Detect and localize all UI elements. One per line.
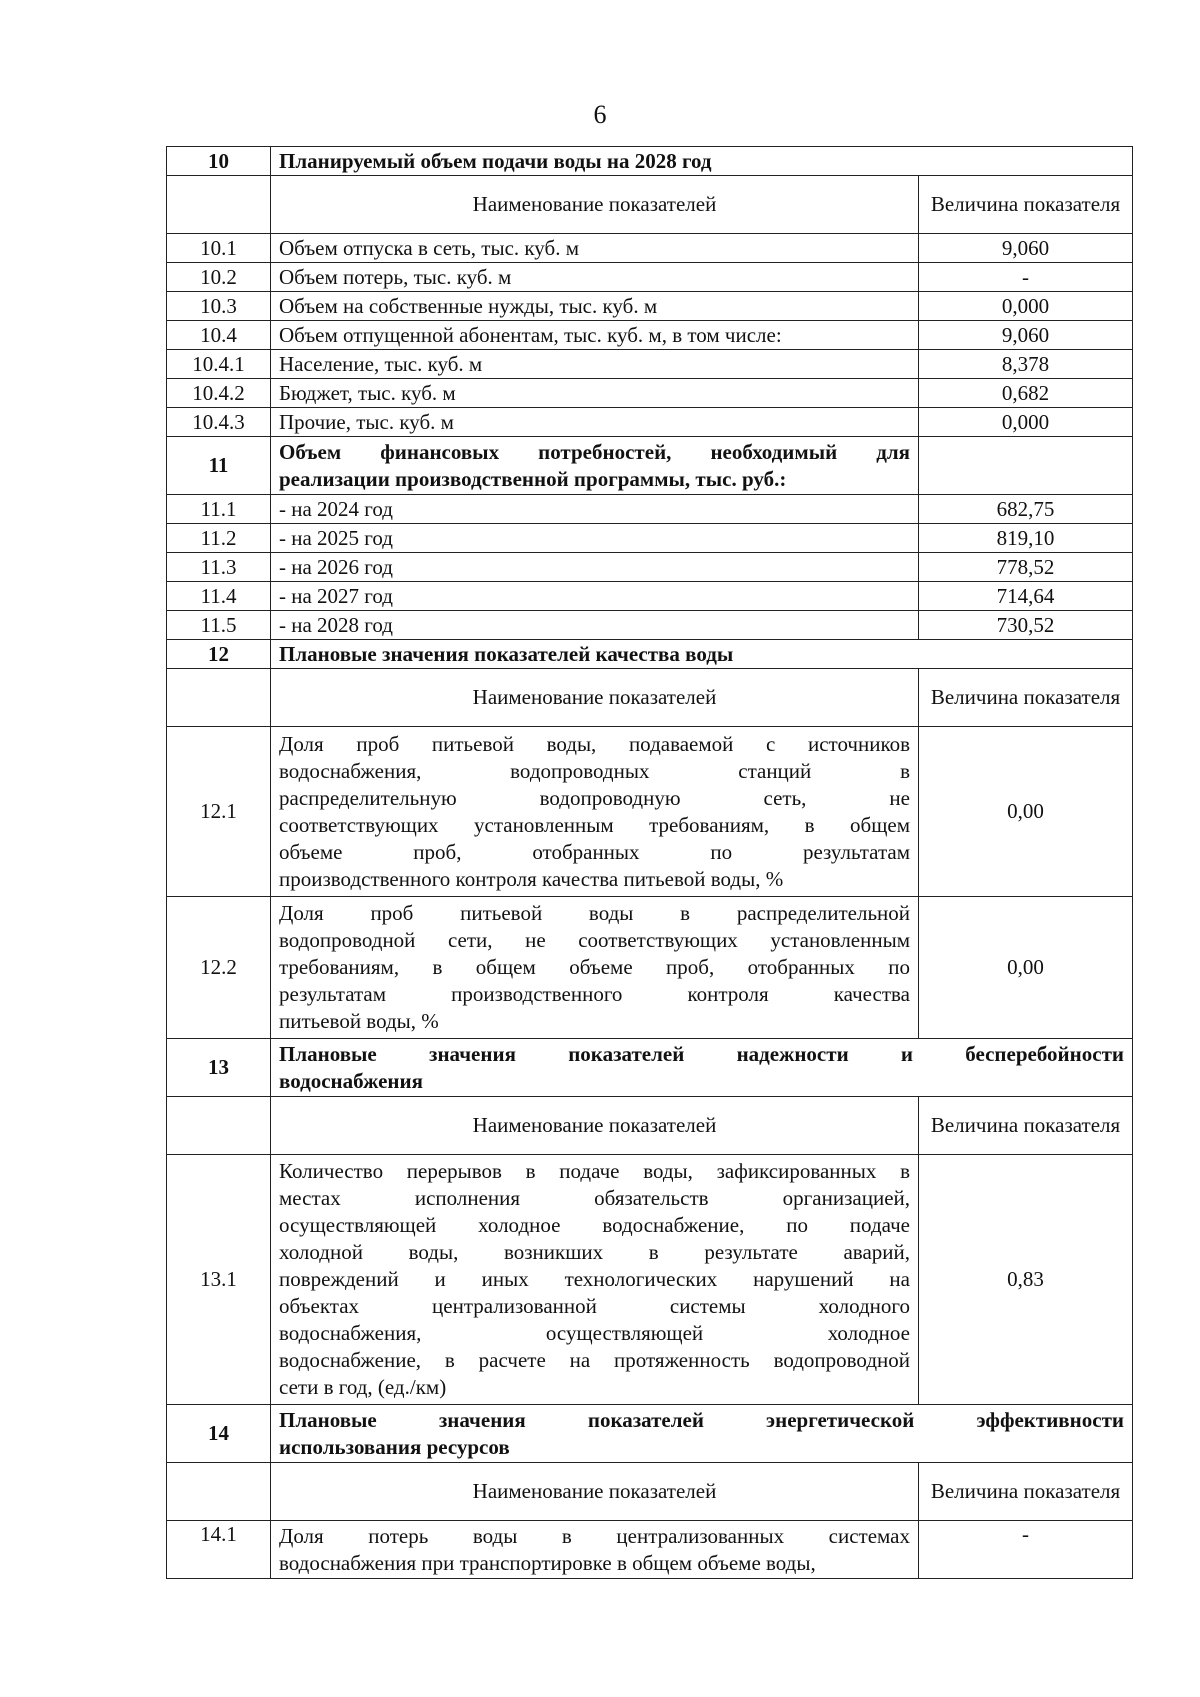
text-line: объектах централизованной системы холодного: [279, 1294, 910, 1318]
table-row: [167, 1521, 1133, 1579]
section-12-title-row: [167, 640, 1133, 669]
text-line: Доля проб питьевой воды в распределительной: [279, 901, 910, 925]
section-13-header-row: [167, 1097, 1133, 1155]
row-number: 13.1: [167, 1155, 271, 1405]
row-number: 10.2: [167, 263, 271, 292]
section-11-title-row: [167, 437, 1133, 495]
column-header-value: Величина показателя: [919, 1463, 1133, 1521]
text-line: Количество перерывов в подаче воды, зафиксированных в: [279, 1159, 910, 1183]
row-number: 12.2: [167, 897, 271, 1039]
section-12-header-row: [167, 669, 1133, 727]
table-row: [167, 321, 1133, 350]
section-14-title-row: [167, 1405, 1133, 1463]
row-name: [271, 727, 919, 897]
section-number: 10: [167, 147, 271, 176]
row-name: - на 2024 год: [271, 495, 919, 524]
row-name: Объем отпуска в сеть, тыс. куб. м: [271, 234, 919, 263]
row-value: 682,75: [919, 495, 1133, 524]
row-value: 0,83: [919, 1155, 1133, 1405]
column-header-name: Наименование показателей: [271, 669, 919, 727]
row-number: 11.3: [167, 553, 271, 582]
text-line: требованиям, в общем объеме проб, отобранных по: [279, 955, 910, 979]
row-number: 14.1: [167, 1521, 271, 1579]
section-number: 12: [167, 640, 271, 669]
section-title: [271, 1405, 1133, 1463]
row-name: Бюджет, тыс. куб. м: [271, 379, 919, 408]
row-number: 11.1: [167, 495, 271, 524]
row-name: [271, 1521, 919, 1579]
section-title: [271, 1039, 1133, 1097]
text-line: холодной воды, возникших в результате аварий,: [279, 1240, 910, 1264]
section-13-title-row: [167, 1039, 1133, 1097]
table-row: [167, 553, 1133, 582]
section-number: 11: [167, 437, 271, 495]
table-row: [167, 727, 1133, 897]
text-line: производственного контроля качества питьевой воды, %: [279, 866, 784, 891]
table-row: [167, 897, 1133, 1039]
row-number: 10.4.3: [167, 408, 271, 437]
text-line: водоснабжения при транспортировке в общем объеме воды,: [279, 1550, 816, 1575]
text-line: распределительную водопроводную сеть, не: [279, 785, 910, 810]
row-number: 11.5: [167, 611, 271, 640]
row-number: 10.4: [167, 321, 271, 350]
indicators-table: [166, 146, 1133, 1579]
section-10-header-row: [167, 176, 1133, 234]
row-value: 778,52: [919, 553, 1133, 582]
table-row: [167, 1155, 1133, 1405]
text-line: местах исполнения обязательств организацией,: [279, 1186, 910, 1210]
column-header-value: Величина показателя: [919, 176, 1133, 234]
section-number: 14: [167, 1405, 271, 1463]
row-number: 10.4.2: [167, 379, 271, 408]
row-value: 0,000: [919, 408, 1133, 437]
row-number: 11.2: [167, 524, 271, 553]
row-name: - на 2027 год: [271, 582, 919, 611]
text-line: результатам производственного контроля качества: [279, 982, 910, 1006]
row-name: Объем на собственные нужды, тыс. куб. м: [271, 292, 919, 321]
text-line: водоснабжения, водопроводных станций в: [279, 758, 910, 783]
row-value: 0,000: [919, 292, 1133, 321]
row-value: 0,00: [919, 897, 1133, 1039]
column-header-value: Величина показателя: [919, 669, 1133, 727]
row-number: 11.4: [167, 582, 271, 611]
text-line: Доля проб питьевой воды, подаваемой с источников: [279, 731, 910, 756]
page-number: 6: [593, 100, 607, 129]
row-value: -: [919, 263, 1133, 292]
table-row: [167, 292, 1133, 321]
section-title: [271, 437, 919, 495]
text-line: повреждений и иных технологических нарушений на: [279, 1267, 910, 1291]
row-value: 8,378: [919, 350, 1133, 379]
section-title-line: использования ресурсов: [279, 1434, 510, 1459]
text-line: осуществляющей холодное водоснабжение, по подаче: [279, 1213, 910, 1237]
row-value: 819,10: [919, 524, 1133, 553]
row-name: - на 2025 год: [271, 524, 919, 553]
section-title-line: водоснабжения: [279, 1068, 423, 1093]
column-header-value: Величина показателя: [919, 1097, 1133, 1155]
row-value: -: [919, 1521, 1133, 1579]
table-row: [167, 379, 1133, 408]
row-number: 10.1: [167, 234, 271, 263]
text-line: водоснабжения, осуществляющей холодное: [279, 1321, 910, 1345]
table-row: [167, 495, 1133, 524]
column-header-name: Наименование показателей: [271, 1097, 919, 1155]
section-title-line: реализации производственной программы, тыс. руб.:: [279, 466, 787, 491]
row-name: - на 2028 год: [271, 611, 919, 640]
table-row: [167, 582, 1133, 611]
row-name: [271, 1155, 919, 1405]
section-title-line: Объем финансовых потребностей, необходимый для: [279, 439, 910, 464]
row-value: 0,682: [919, 379, 1133, 408]
row-name: [271, 897, 919, 1039]
text-line: сети в год, (ед./км): [279, 1375, 447, 1399]
row-name: Объем отпущенной абонентам, тыс. куб. м, в том числе:: [271, 321, 919, 350]
row-value: 9,060: [919, 234, 1133, 263]
text-line: Доля потерь воды в централизованных системах: [279, 1523, 910, 1548]
table-row: [167, 524, 1133, 553]
row-value: 714,64: [919, 582, 1133, 611]
row-value: 0,00: [919, 727, 1133, 897]
section-title-line: Плановые значения показателей надежности и бесперебойности: [279, 1041, 1124, 1066]
table-row: [167, 350, 1133, 379]
section-10-title-row: [167, 147, 1133, 176]
row-name: Объем потерь, тыс. куб. м: [271, 263, 919, 292]
table-row: [167, 234, 1133, 263]
text-line: питьевой воды, %: [279, 1009, 439, 1033]
section-title: Планируемый объем подачи воды на 2028 год: [271, 147, 1133, 176]
row-value: 9,060: [919, 321, 1133, 350]
row-name: - на 2026 год: [271, 553, 919, 582]
text-line: водоснабжение, в расчете на протяженность водопроводной: [279, 1348, 910, 1372]
section-14-header-row: [167, 1463, 1133, 1521]
row-name: Население, тыс. куб. м: [271, 350, 919, 379]
row-number: 10.4.1: [167, 350, 271, 379]
row-value: 730,52: [919, 611, 1133, 640]
column-header-name: Наименование показателей: [271, 176, 919, 234]
text-line: соответствующих установленным требованиям, в общем: [279, 812, 910, 837]
text-line: водопроводной сети, не соответствующих установленным: [279, 928, 910, 952]
table-row: [167, 263, 1133, 292]
row-number: 12.1: [167, 727, 271, 897]
text-line: объеме проб, отобранных по результатам: [279, 839, 910, 864]
row-name: Прочие, тыс. куб. м: [271, 408, 919, 437]
column-header-name: Наименование показателей: [271, 1463, 919, 1521]
row-number: 10.3: [167, 292, 271, 321]
section-title-line: Плановые значения показателей энергетической эффективности: [279, 1407, 1124, 1432]
table-row: [167, 611, 1133, 640]
table-row: [167, 408, 1133, 437]
section-number: 13: [167, 1039, 271, 1097]
section-title: Плановые значения показателей качества воды: [271, 640, 1133, 669]
